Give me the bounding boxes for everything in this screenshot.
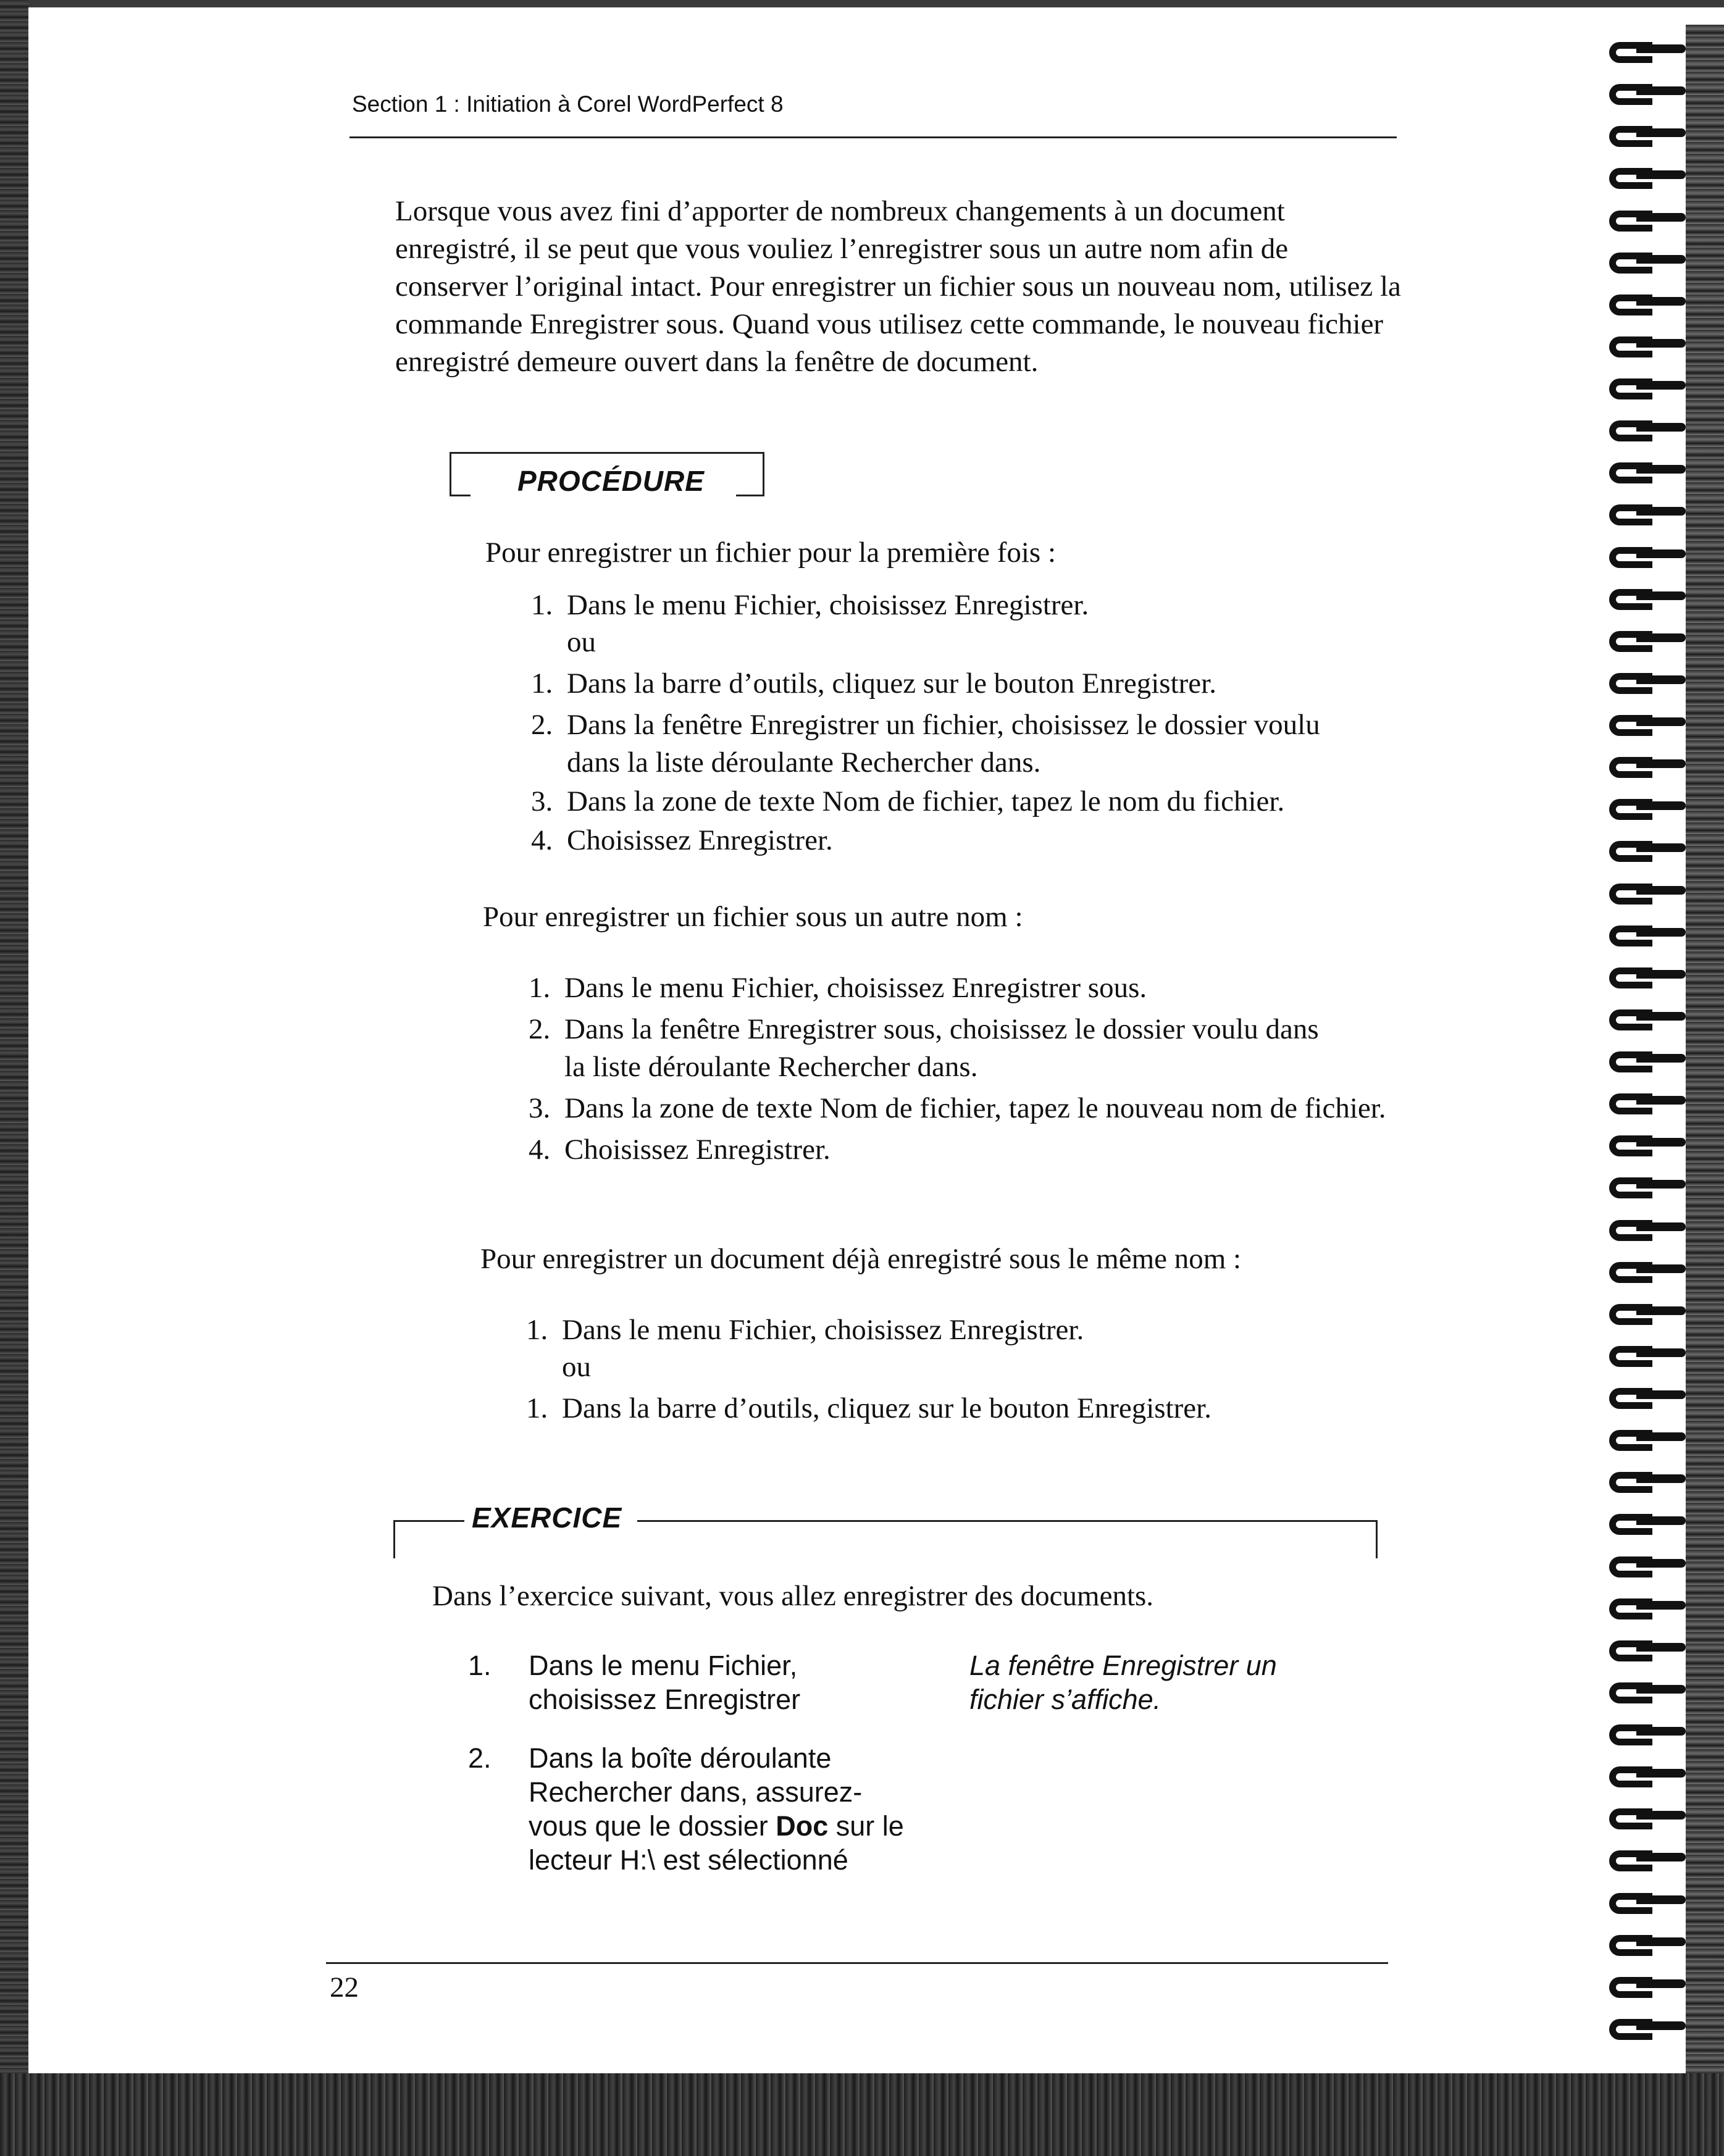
procedure-lead-1: Pour enregistrer un fichier pour la première fois : [485,537,1057,569]
binding-coil [1599,42,1686,63]
binding-coil-wire [1636,549,1686,558]
binding-coil-wire [1636,1895,1686,1904]
step-number: 1. [526,1392,548,1424]
step-text: Dans la zone de texte Nom de fichier, tapez le nouveau nom de fichier. [564,1092,1386,1124]
step-number: 3. [531,785,553,817]
binding-coil [1599,336,1686,357]
binding-coil-wire [1636,507,1686,516]
binding-coil [1599,1177,1686,1198]
binding-coil [1599,1430,1686,1451]
binding-coil-wire [1636,423,1686,432]
binding-coil-wire [1636,970,1686,979]
binding-coil-wire [1636,886,1686,895]
step-number: 4. [529,1134,551,1166]
step-text: Dans la fenêtre Enregistrer un fichier, choisissez le dossier voulu dans la liste déroulante Rechercher dans. [567,709,1320,779]
exercise-step-number: 2. [468,1742,492,1774]
binding-coil-wire [1636,1096,1686,1105]
step-text: Choisissez Enregistrer. [564,1134,831,1166]
binding-coil [1599,1808,1686,1829]
scan-edge-bottom [0,2073,1724,2156]
step-item [531,587,1408,624]
exercise-rule-right-tick [1376,1520,1378,1558]
binding-coil [1599,1514,1686,1535]
exercise-label: EXERCICE [472,1502,622,1534]
step-number: 4. [531,824,553,856]
step-item [531,783,1408,821]
binding-coil-wire [1636,928,1686,937]
binding-coil [1599,504,1686,525]
binding-coil-wire [1636,1012,1686,1021]
step-text: Dans la fenêtre Enregistrer sous, choisissez le dossier voulu dans la liste déroulante Rechercher dans. [564,1013,1319,1083]
exercise-step-text: vous que le dossier [529,1810,776,1842]
binding-coil [1599,967,1686,988]
binding-coil-wire [1636,1432,1686,1441]
binding-coil-wire [1636,1306,1686,1315]
procedure-label: PROCÉDURE [517,465,705,497]
binding-coil [1599,1051,1686,1072]
exercise-step-line: choisissez Enregistrer [529,1684,801,1715]
binding-coil-wire [1636,1727,1686,1736]
binding-coil-wire [1636,1054,1686,1063]
binding-coil [1599,253,1686,274]
binding-coil [1599,1346,1686,1367]
binding-coil-wire [1636,1348,1686,1357]
binding-coil-wire [1636,1222,1686,1231]
binding-coil [1599,841,1686,862]
binding-coil-wire [1636,1474,1686,1483]
step-text: Dans le menu Fichier, choisissez Enregistrer sous. [564,972,1147,1004]
exercise-result-line: La fenêtre Enregistrer un [969,1650,1277,1681]
binding-coil [1599,925,1686,946]
binding-coil-wire [1636,339,1686,348]
binding-coil-wire [1636,1559,1686,1568]
step-number: 3. [529,1092,551,1124]
step-item [529,1011,1405,1086]
binding-coil [1599,1724,1686,1745]
binding-coil [1599,1598,1686,1619]
step-or [526,1349,1403,1385]
exercise-step-result [969,1648,1315,1716]
binding-coil-wire [1636,801,1686,810]
binding-coil [1599,799,1686,820]
procedure-box-top [450,452,764,454]
step-number: 2. [531,709,553,741]
step-number: 1. [529,972,551,1004]
running-head: Section 1 : Initiation à Corel WordPerfect 8 [352,91,784,117]
binding-coil-wire [1636,381,1686,390]
binding-coil [1599,1977,1686,1998]
binding-coil-wire [1636,717,1686,726]
step-item [529,1090,1405,1127]
footer-rule [326,1962,1388,1964]
step-number: 1. [531,667,553,700]
step-item [529,969,1405,1007]
binding-coil-wire [1636,465,1686,474]
step-item [526,1311,1403,1349]
procedure-lead-2: Pour enregistrer un fichier sous un autre nom : [483,901,1023,933]
binding-coil-wire [1636,843,1686,852]
spiral-binding [1599,37,1692,2068]
exercise-step-instruction [529,1741,948,1877]
procedure-steps-2 [529,969,1405,1169]
step-text: Dans le menu Fichier, choisissez Enregistrer. [562,1314,1084,1346]
scan-edge-top [0,0,1724,7]
step-text: Dans la zone de texte Nom de fichier, tapez le nom du fichier. [567,785,1285,817]
binding-coil [1599,84,1686,105]
procedure-steps-3 [526,1311,1403,1427]
binding-coil [1599,1640,1686,1661]
step-item [529,1131,1405,1169]
folder-name: Doc [776,1810,829,1842]
exercise-step-line [529,1809,948,1843]
exercise-step-number: 1. [468,1650,492,1681]
exercise-step-line: Dans la boîte déroulante [529,1742,832,1774]
binding-coil-wire [1636,1979,1686,1988]
binding-coil-wire [1636,1516,1686,1525]
binding-coil [1599,1093,1686,1114]
step-text: Dans le menu Fichier, choisissez Enregistrer. [567,589,1089,621]
binding-coil [1599,673,1686,694]
binding-coil-wire [1636,1180,1686,1189]
step-number: 2. [529,1013,551,1045]
binding-coil [1599,631,1686,652]
binding-coil [1599,295,1686,315]
header-rule [349,136,1397,138]
binding-coil-wire [1636,1769,1686,1778]
step-or [531,624,1408,660]
step-number: 1. [531,589,553,621]
binding-coil-wire [1636,128,1686,137]
step-or-text: ou [562,1351,591,1383]
binding-coil [1599,1850,1686,1871]
binding-coil-wire [1636,1643,1686,1652]
binding-coil-wire [1636,2021,1686,2030]
page-number: 22 [330,1971,359,2003]
binding-coil [1599,1472,1686,1493]
binding-coil [1599,126,1686,147]
binding-coil [1599,211,1686,232]
binding-coil [1599,715,1686,736]
binding-coil [1599,1304,1686,1325]
binding-coil [1599,1766,1686,1787]
binding-coil [1599,1220,1686,1241]
binding-coil-wire [1636,86,1686,95]
step-text: Choisissez Enregistrer. [567,824,833,856]
step-text: Dans la barre d’outils, cliquez sur le bouton Enregistrer. [562,1392,1211,1424]
binding-coil [1599,1009,1686,1030]
binding-coil [1599,589,1686,610]
binding-coil-wire [1636,759,1686,768]
exercise-step-line: Dans le menu Fichier, [529,1650,798,1681]
exercise-step-line: lecteur H:\ est sélectionné [529,1844,848,1876]
binding-coil-wire [1636,591,1686,600]
binding-coil [1599,547,1686,568]
binding-coil [1599,757,1686,778]
binding-coil-wire [1636,1390,1686,1399]
binding-coil-wire [1636,213,1686,222]
exercise-step-instruction [529,1648,899,1716]
binding-coil [1599,1388,1686,1409]
binding-coil [1599,2019,1686,2040]
binding-coil-wire [1636,1811,1686,1820]
exercise-intro: Dans l’exercice suivant, vous allez enregistrer des documents. [432,1580,1154,1612]
binding-coil-wire [1636,1685,1686,1694]
binding-coil [1599,1262,1686,1283]
binding-coil [1599,462,1686,483]
intro-paragraph: Lorsque vous avez fini d’apporter de nombreux changements à un document enregistré, il se peut que vous vouliez l’enregistrer sous un autre nom afin de conserver l’original intact. Pour enregistrer un fichier sous un nouveau nom, utilisez la commande Enregistrer sous. Quand vous utilisez cette commande, le nouveau fichier enregistré demeure ouvert dans la fenêtre de document. [395,195,1401,378]
binding-coil [1599,1682,1686,1703]
step-item [526,1390,1403,1427]
procedure-lead-3: Pour enregistrer un document déjà enregistré sous le même nom : [480,1243,1242,1275]
binding-coil-wire [1636,255,1686,264]
exercise-rule-left-tick [393,1520,395,1558]
binding-coil-wire [1636,1937,1686,1946]
binding-coil-wire [1636,297,1686,306]
exercise-step-text: sur le [828,1810,904,1842]
binding-coil [1599,1935,1686,1956]
binding-coil [1599,168,1686,189]
binding-coil [1599,1556,1686,1577]
exercise-result-line: fichier s’affiche. [969,1684,1161,1715]
binding-coil [1599,420,1686,441]
step-item [531,665,1408,703]
binding-coil-wire [1636,1138,1686,1147]
binding-coil [1599,884,1686,905]
binding-coil [1599,1893,1686,1914]
procedure-steps-1 [531,587,1408,859]
step-text: Dans la barre d’outils, cliquez sur le bouton Enregistrer. [567,667,1216,700]
binding-coil [1599,378,1686,399]
step-item [531,706,1408,782]
binding-coil-wire [1636,1601,1686,1610]
binding-coil-wire [1636,44,1686,53]
binding-coil-wire [1636,170,1686,179]
exercise-step-line: Rechercher dans, assurez- [529,1776,863,1808]
binding-coil-wire [1636,1853,1686,1861]
step-number: 1. [526,1314,548,1346]
step-or-text: ou [567,626,596,658]
scan-edge-left [0,0,28,2156]
binding-coil-wire [1636,675,1686,684]
exercise-step [468,1741,962,1889]
binding-coil [1599,1135,1686,1156]
binding-coil-wire [1636,633,1686,642]
step-item [531,822,1408,859]
binding-coil-wire [1636,1264,1686,1273]
